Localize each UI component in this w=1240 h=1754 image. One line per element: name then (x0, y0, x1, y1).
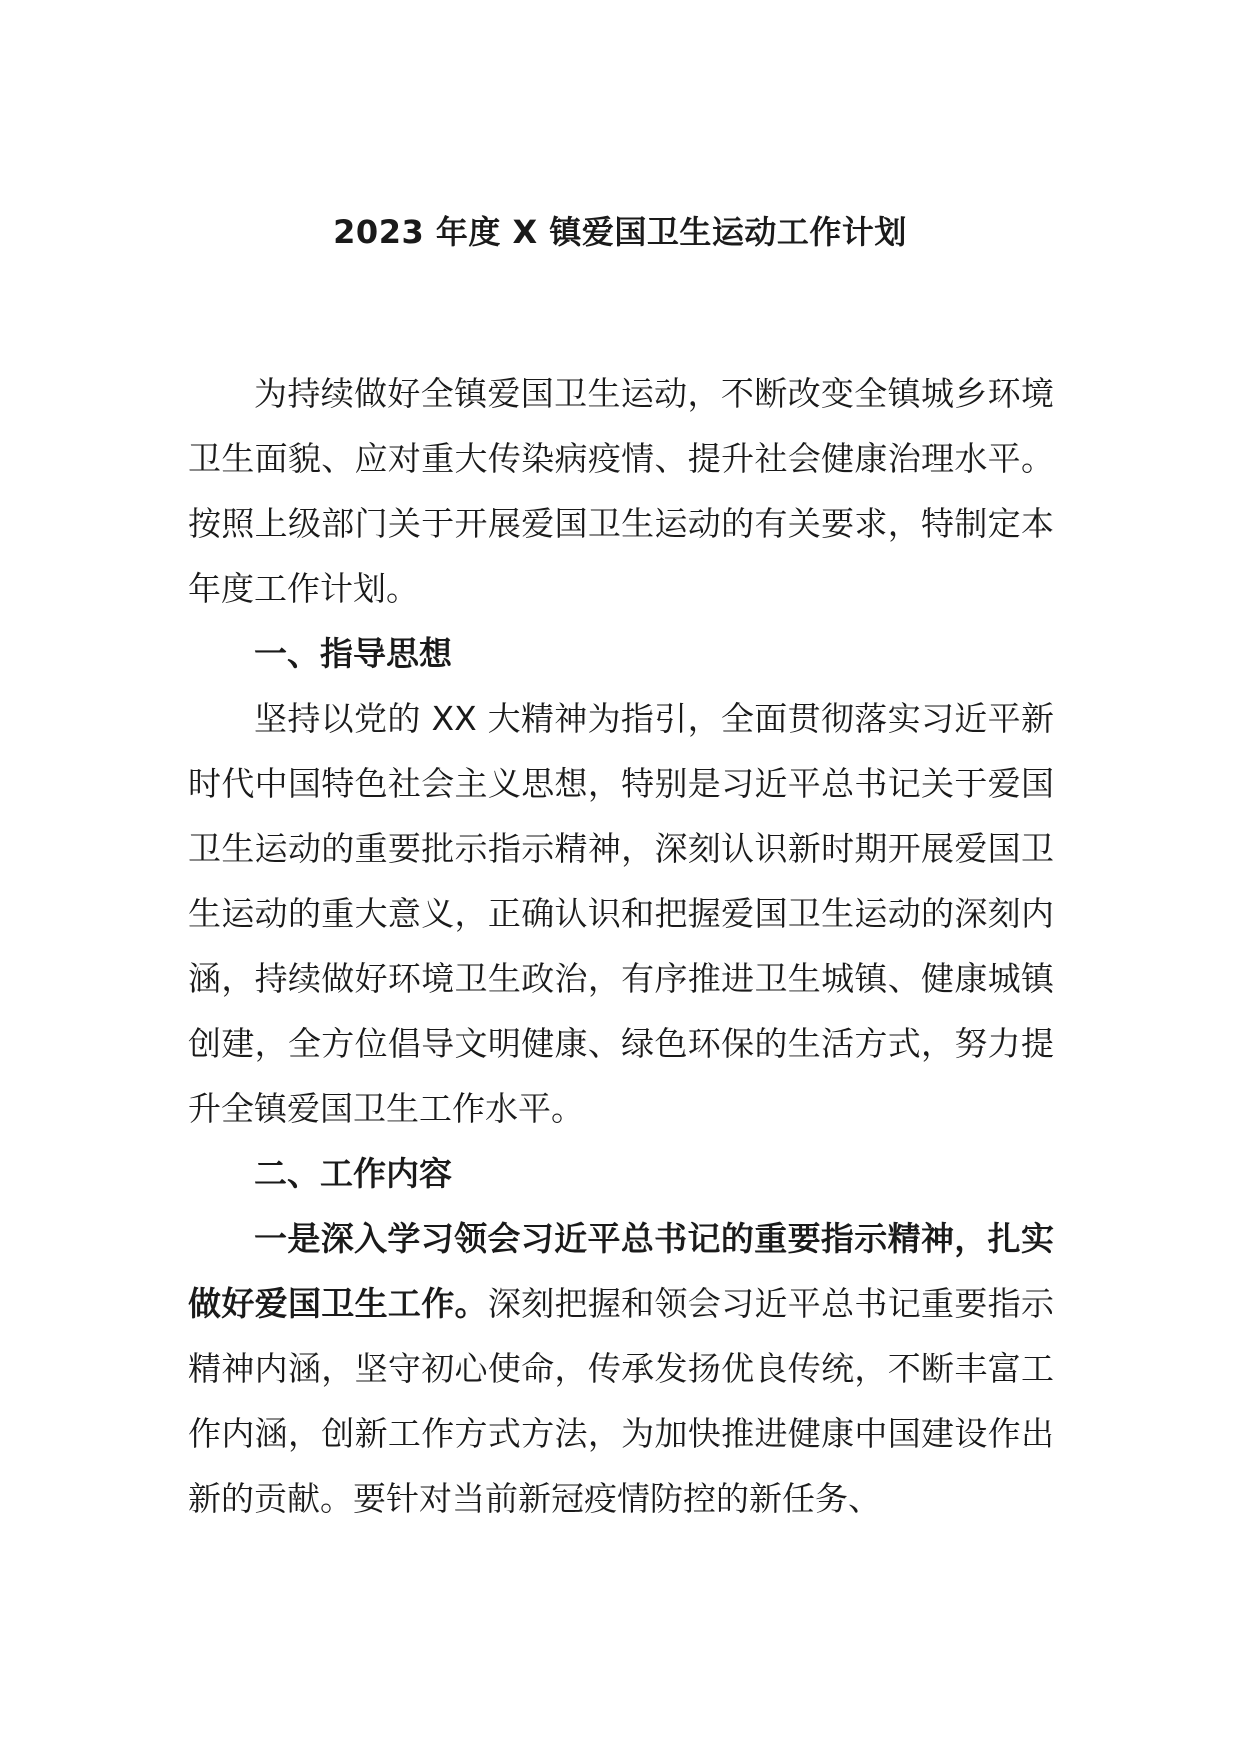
work-content-item-1 (188, 1206, 1054, 1531)
work-content-item-1-body: 深刻把握和领会习近平总书记重要指示精神内涵，坚守初心使命，传承发扬优良传统，不断丰富工作内涵，创新工作方式方法，为加快推进健康中国建设作出新的贡献。要针对当前新冠疫情防控的新任务、 (188, 1284, 1055, 1518)
document-title: 2023 年度 X 镇爱国卫生运动工作计划 (333, 213, 907, 251)
section-heading-guiding-ideology: 一、指导思想 (254, 634, 452, 673)
work-content-item-1-lead: 一是深入学习领会习近平总书记的重要指示精神，扎实做好爱国卫生工作。 (188, 1219, 1054, 1323)
intro-paragraph: 为持续做好全镇爱国卫生运动，不断改变全镇城乡环境卫生面貌、应对重大传染病疫情、提升社会健康治理水平。按照上级部门关于开展爱国卫生运动的有关要求，特制定本年度工作计划。 (188, 374, 1054, 608)
guiding-ideology-paragraph: 坚持以党的 XX 大精神为指引，全面贯彻落实习近平新时代中国特色社会主义思想，特别是习近平总书记关于爱国卫生运动的重要批示指示精神，深刻认识新时期开展爱国卫生运动的重大意义，正确认识和把握爱国卫生运动的深刻内涵，持续做好环境卫生政治，有序推进卫生城镇、健康城镇创建，全方位倡导文明健康、绿色环保的生活方式，努力提升全镇爱国卫生工作水平。 (188, 699, 1054, 1128)
document-body (188, 361, 1054, 1531)
section-heading-work-content: 二、工作内容 (254, 1154, 452, 1193)
